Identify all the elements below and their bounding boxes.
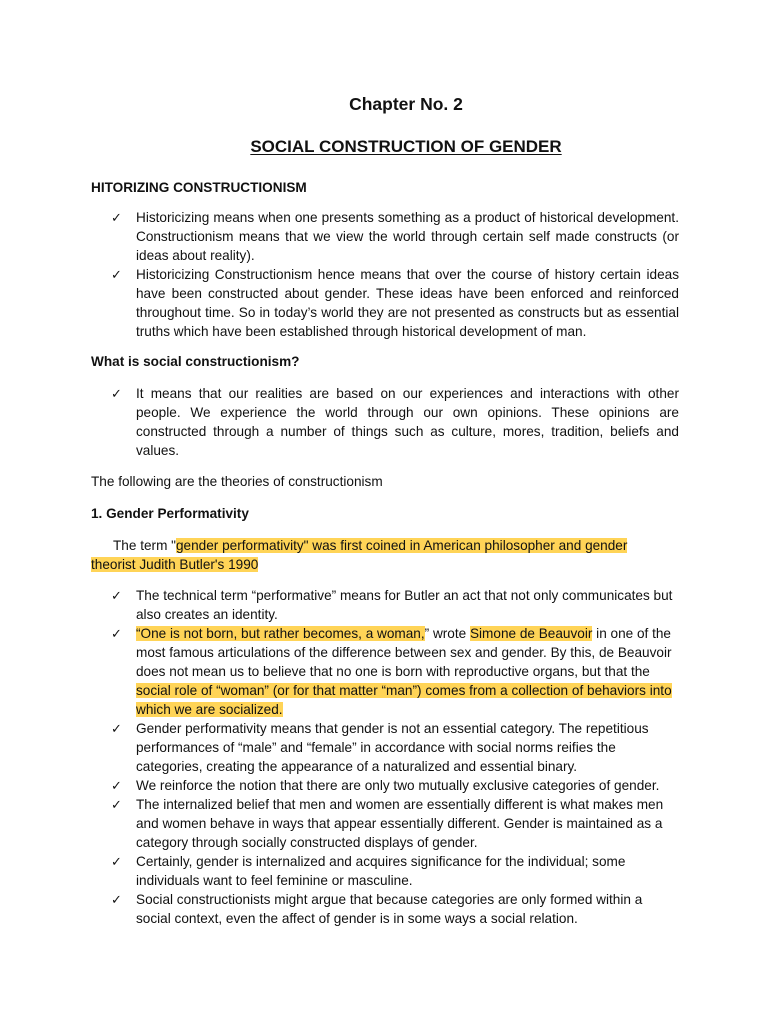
checkmark-icon: ✓ — [111, 778, 122, 793]
checkmark-icon: ✓ — [111, 626, 122, 641]
highlighted-text: gender performativity" was first coined in American philosopher and gender theorist Judith Butler's 1990 — [91, 538, 628, 572]
section-heading-gender-performativity: 1. Gender Performativity — [91, 506, 249, 521]
list-item: ✓ Gender performativity means that gender is not an essential category. The repetitious performances of “male” and “female” in accordance with social norms reifies the categories, creating the appearance of a naturalized and essential binary. — [111, 721, 649, 774]
chapter-heading: Chapter No. 2 — [349, 94, 463, 114]
checkmark-icon: ✓ — [111, 210, 122, 225]
social-constructionism-list — [0, 384, 679, 460]
section-heading-social-constructionism: What is social constructionism? — [91, 354, 300, 369]
checkmark-icon: ✓ — [111, 267, 122, 282]
page-title: SOCIAL CONSTRUCTION OF GENDER — [250, 137, 562, 156]
section-heading-historicizing: HITORIZING CONSTRUCTIONISM — [91, 180, 307, 195]
highlighted-quote: “One is not born, but rather becomes, a woman, — [136, 626, 425, 641]
highlighted-text: social role of “woman” (or for that matter “man”) comes from a collection of behaviors into which we are socialized. — [136, 683, 672, 717]
checkmark-icon: ✓ — [111, 892, 122, 907]
gender-performativity-list — [0, 586, 679, 928]
list-item: ✓ Certainly, gender is internalized and acquires significance for the individual; some individuals want to feel feminine or masculine. — [111, 854, 626, 888]
theories-intro: The following are the theories of constructionism — [91, 474, 383, 489]
list-item: ✓ It means that our realities are based on our experiences and interactions with other people. We experience the world through our own opinions. These opinions are constructed through a number of things such as culture, mores, tradition, beliefs and values. — [111, 386, 679, 458]
list-item: ✓ The internalized belief that men and women are essentially different is what makes men and women behave in ways that appear essentially different. Gender is maintained as a category through socially constructed displays of gender. — [111, 797, 664, 850]
checkmark-icon: ✓ — [111, 797, 122, 812]
gender-performativity-intro: The term "gender performativity" was first coined in American philosopher and gender theorist Judith Butler's 1990 — [91, 538, 628, 572]
list-item: ✓ Social constructionists might argue that because categories are only formed within a social context, even the affect of gender is in some ways a social relation. — [111, 892, 643, 926]
checkmark-icon: ✓ — [111, 854, 122, 869]
list-item: ✓ Historicizing means when one presents something as a product of historical development. Constructionism means that we view the world through certain self made constructs (or ideas about reality). — [111, 210, 679, 263]
checkmark-icon: ✓ — [111, 386, 122, 401]
list-item: ✓ Historicizing Constructionism hence means that over the course of history certain ideas have been constructed about gender. These ideas have been enforced and reinforced throughout time. So in today’s world they are not presented as constructs but as essential truths which have been established through historical development of man. — [111, 267, 679, 339]
checkmark-icon: ✓ — [111, 721, 122, 736]
highlighted-name: Simone de Beauvoir — [469, 626, 593, 641]
checkmark-icon: ✓ — [111, 588, 122, 603]
list-item: ✓ The technical term “performative” means for Butler an act that not only communicates but also creates an identity. — [111, 588, 673, 622]
list-item: ✓ “One is not born, but rather becomes, a woman,” wrote Simone de Beauvoir in one of the most famous articulations of the difference between sex and gender. By this, de Beauvoir does not mean us to believe that no one is born with reproductive organs, but that the social role of “woman” (or for that matter “man”) comes from a collection of behaviors into which we are socialized. — [111, 626, 672, 717]
list-item: ✓ We reinforce the notion that there are only two mutually exclusive categories of gender. — [111, 778, 660, 793]
historicizing-list — [0, 208, 679, 341]
